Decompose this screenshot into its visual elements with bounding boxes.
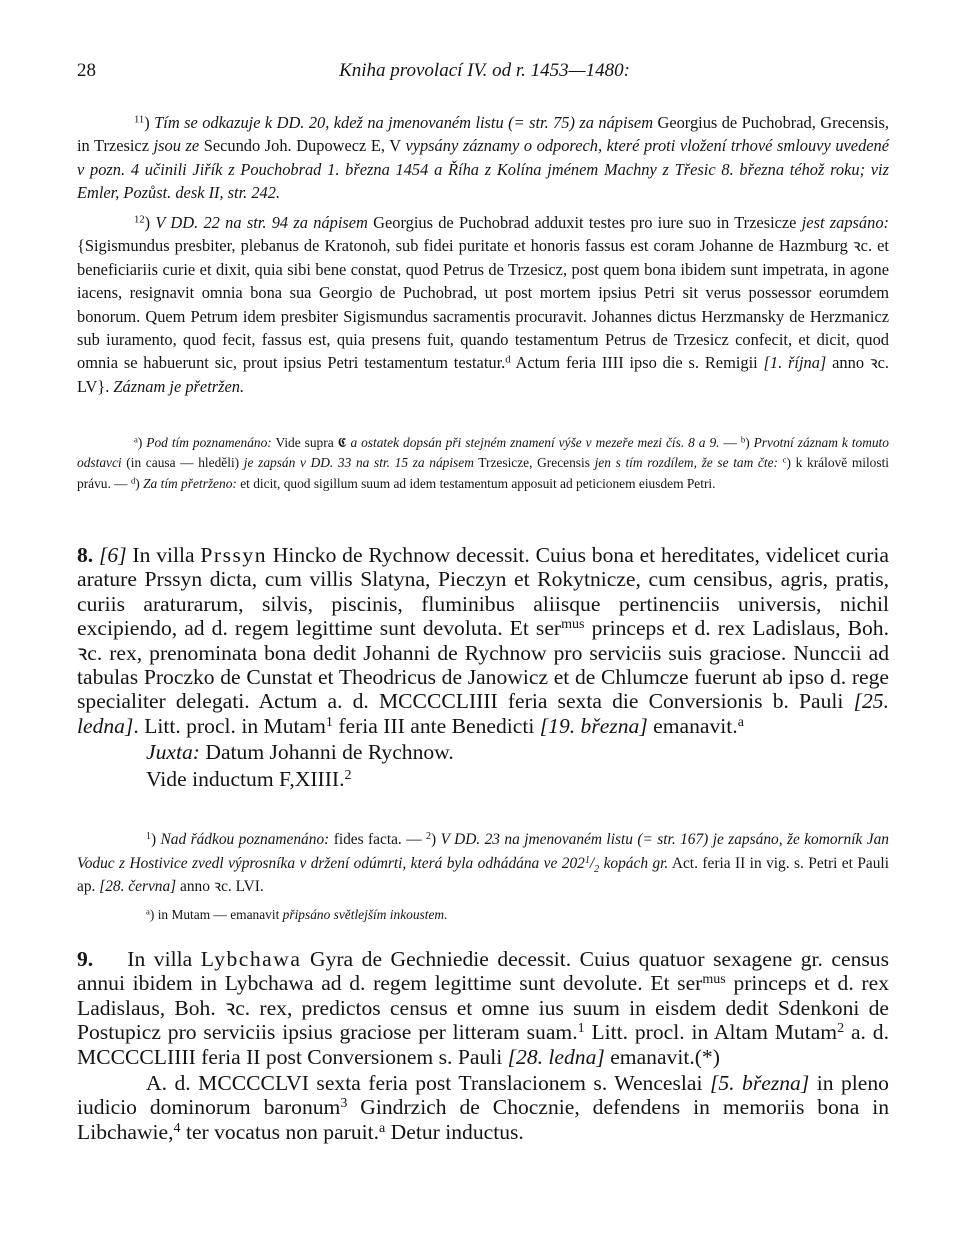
page-header <box>77 60 892 86</box>
footnote-12-subnotes: $^a$) Pod tím poznamenáno: Vide supra 𝕮 a ostatek dopsán při stejném znamení výše v mezeře mezi čís. 8 a 9. — $^b$) Prvotní záznam k tomuto odstavci (in causa — hleděli) je zapsán v DD. 33 na str. 15 za nápisem Trzesicze, Grecensis jen s tím rozdílem, že se tam čte: $^c$) k královĕ milosti právu. — $^d$) Za tím přetrženo: et dicit, quod sigillum suum ad idem testamentum apposuit ad peticionem eiusdem Petri. <box>77 434 890 491</box>
entry-number: 9. <box>77 947 94 971</box>
entry-8-subnote-a: $^a$) in Mutam — emanavit připsáno světlejším inkoustem. <box>146 906 448 922</box>
footnote-11: $^{11}$) Tím se odkazuje k DD. 20, kdež na jmenovaném listu (= str. 75) za nápisem Georgius de Puchobrad, Grecensis, in Trzesicz jsou ze Secundo Joh. Dupowecz E, V vypsány záznamy o odporech, které proti vložení trhové smlouvy uvedené v pozn. 4 učinili Jiřík z Pouchobrad 1. března 1454 a Říha z Kolína jménem Machny z Třesic 8. března téhož roku; viz Emler, Pozůst. desk II, str. 242. <box>77 113 890 203</box>
entry-number: 8. <box>77 543 94 567</box>
footnote-marker: 11 <box>134 114 145 126</box>
entry-8: 8. [6] In villa Prssyn Hincko de Rychnow decessit. Cuius bona et hereditates, videlicet curia arature Prssyn dicta, cum villis Slatyna, Pieczyn et Rokytnicze, cum censibus, agris, pratis, curiis araturarum, silvis, piscinis, fluminibus aliisque pertinenciis universis, nichil excipiendo, ad d. regem legittime sunt devoluta. Et ser$^{mus}$ princeps et d. rex Ladislaus, Boh. ꝛc. rex, prenominata bona dedit Johanni de Rychnow pro serviciis suis graciose. Nunccii ad tabulas Proczko de Cunstat et Theodricus de Janowicz et de Chlumcze fuerunt ab ipso d. rege specialiter delegati. Actum a. d. MCCCCLIIII feria sexta die Conversionis b. Pauli [25. ledna]. Litt. procl. in Mutam$^1$ feria III ante Benedicti [19. března] emanavit.$^a$ Juxta: Datum Johanni de Rychnow. Vide inductum F,XIIII.$^2$ <box>77 543 890 791</box>
footnote-marker: 12 <box>134 214 145 226</box>
running-title: Kniha provolací IV. od r. 1453—1480: <box>339 60 630 81</box>
page-number: 28 <box>77 60 96 81</box>
entry-9: 9. In villa Lybchawa Gyra de Gechniedie decessit. Cuius quatuor sexagene gr. census annui ibidem in Lybchawa ad d. regem legittime sunt devolute. Et ser$^{mus}$ princeps et d. rex Ladislaus, Boh. ꝛc. rex, predictos census et omne ius suum in eisdem dedit Sdenkoni de Postupicz pro serviciis ipsius graciose per litteram suam.$^1$ Litt. procl. in Altam Mutam$^2$ a. d. MCCCCLIIII feria II post Conversionem s. Pauli [28. ledna] emanavit.(*) A. d. MCCCCLVI sexta feria post Translacionem s. Wenceslai [5. března] in pleno iudicio dominorum baronum$^3$ Gindrzich de Chocznie, defendens in memoriis bona in Libchawie,$^4$ ter vocatus non paruit.$^a$ Detur inductus. <box>77 947 889 1144</box>
place-name: Prssyn <box>200 543 267 567</box>
place-name: Lybchawa <box>200 947 302 971</box>
entry-8-footnotes: $^1$) Nad řádkou poznamenáno: fides facta. — $^2$) V DD. 23 na jmenovaném listu (= str. 167) je zapsáno, že komorník Jan Voduc z Hostivice zvedl výprosníka v držení odúmrti, která byla odhádána ve $202^1/_2$ kopách gr. Act. feria II in vig. s. Petri et Pauli ap. [28. června] anno ꝛc. LVI. <box>77 831 889 896</box>
footnote-12: $^{12}$) V DD. 22 na str. 94 za nápisem Georgius de Puchobrad adduxit testes pro iure suo in Trzesicze jest zapsáno: {Sigismundus presbiter, plebanus de Kratonoh, sub fidei puritate et honoris fassus est coram Johanne de Hazmburg ꝛc. et beneficiariis curie et dixit, quia sibi bene constat, quod Petrus de Trzesicz, post quem bona ibidem sunt impetrata, in agone iacens, resignavit omnia bona sua Georgio de Puchobrad, ut post mortem ipsius Petri sit verus possessor eorumdem bonorum. Quem Petrum idem presbiter Sigismundus sacramentis procuravit. Johannes dictus Herzmansky de Herzmanicz sub iuramento, quod fecit, fassus est, quia presens fuit, quando testamentum Petrus de Trzesicz confecit, et dicit, quod omnia se habuerunt sic, prout ipsius Petri testamentum testatur.$^d$ Actum feria IIII ipso die s. Remigii [1. října] anno ꝛc. LV}. Záznam je přetržen. <box>77 213 890 396</box>
